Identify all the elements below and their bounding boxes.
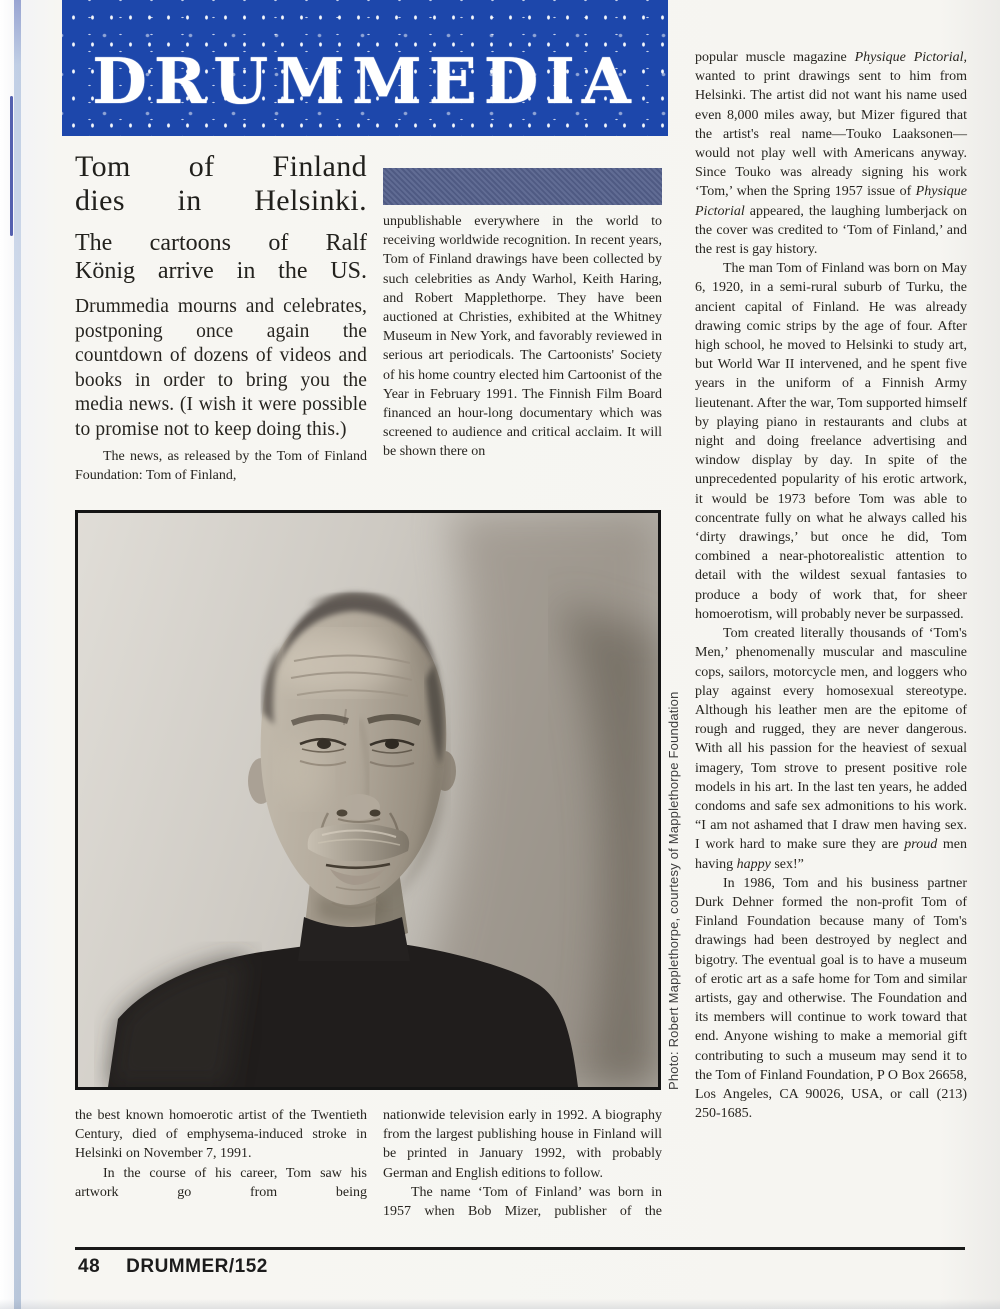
right-paragraph-2: The man Tom of Finland was born on May 6, 1920, in a semi-rural suburb of Turku, the ancient capital of Finland. He was already drawing comic strips by the age of four. After high school, he moved to Helsinki to study art, but World War II intervened, and he spent five years in the uniform of a Finnish Army lieutenant. After the war, Tom supported himself by playing piano in restaurants and clubs at night and doing freelance advertising and window display by day. In spite of the unprecedented popularity of his erotic artwork, it would be 1973 before Tom was able to concentrate fully on what he always called his ‘dirty drawings,’ but once he did, Tom combined a near-photorealistic attention to detail with the wildest sexual fantasies to produce a body of work that, for sheer homoerotism, will probably never be surpassed. (695, 261, 967, 622)
right-p1-italic-a: Physique Pictorial, (854, 50, 968, 65)
left-paragraph-3: In the course of his career, Tom saw his artwork go from being (75, 1165, 367, 1200)
section-divider-bar (383, 168, 662, 205)
headline-line-1: Tom of Finland (75, 150, 367, 183)
right-p3-text-b: men having (695, 837, 967, 872)
left-column-top (75, 150, 367, 485)
right-p3-italic-a: proud (904, 837, 938, 853)
deck-line-1: The cartoons of Ralf (75, 230, 367, 256)
page-spine-edge (14, 0, 21, 1309)
page-bottom-shadow (0, 1299, 1000, 1309)
tom-of-finland-portrait-illustration (78, 513, 658, 1087)
right-paragraph-3 (695, 624, 967, 874)
banner-title: DRUMMEDIA (92, 44, 638, 118)
left-paragraph-1: The news, as released by the Tom of Finland Foundation: Tom of Finland, (75, 449, 367, 484)
deck-line-2: König arrive in the US. (75, 257, 367, 284)
headline-line-2: dies in Helsinki. (75, 184, 367, 217)
right-p3-text-a: Tom created literally thousands of ‘Tom's Men,’ phenomenally muscular and masculine cops, sailors, motorcycle men, and loggers who play against every homosexual stereotype. Although his leather men are the epitome of rough and rugged, they are never dangerous. With all his passion for the heaviest of sexual imagery, Tom strove to present positive role models in his art. In the last ten years, he added condoms and safe sex admonitions to his work. “I am not ashamed that I draw men having sex. I work hard to make sure they are (695, 626, 967, 853)
right-p1-text-a: popular muscle magazine (695, 50, 855, 65)
portrait-photo (75, 510, 661, 1090)
magazine-title: DRUMMER/152 (126, 1256, 268, 1277)
middle-column-top (383, 212, 662, 462)
right-p1-text-c: appeared, the laughing lumberjack on the cover was credited to ‘Tom of Finland,’ and the rest is gay history. (695, 203, 967, 258)
right-p1-italic-b: Physique Pictorial (695, 184, 967, 219)
middle-paragraph-2: nationwide television early in 1992. A biography from the largest publishing house in Finland will be printed in January 1992, with probably German and English editions to follow. (383, 1108, 662, 1181)
right-paragraph-1 (695, 48, 967, 259)
right-p3-italic-b: happy (736, 856, 771, 872)
middle-paragraph-1: unpublishable everywhere in the world to receiving worldwide recognition. In recent years, Tom of Finland drawings have been collected by such celebrities as Andy Warhol, Keith Haring, and Robert Mapplethorpe. They have been auctioned at Christies, exhibited at the Whitney Museum in New York, and favorably reviewed in serious art periodicals. The Cartoonists' Society of his home country elected him Cartoonist of the Year in February 1991. The Finnish Film Board financed an hour-long documentary which was screened to audience and critical acclaim. It will be shown there on (383, 214, 662, 460)
drummedia-banner (62, 0, 668, 136)
right-p3-text-c: sex!” (770, 856, 804, 872)
page-number: 48 (78, 1256, 101, 1277)
footer (78, 1256, 268, 1278)
left-paragraph-2: the best known homoerotic artist of the Twentieth Century, died of emphysema-induced stroke in Helsinki on November 7, 1991. (75, 1108, 367, 1162)
middle-paragraph-3: The name ‘Tom of Finland’ was born in 1957 when Bob Mizer, publisher of the (383, 1184, 662, 1220)
footer-rule (75, 1247, 965, 1250)
intro-paragraph: Drummedia mourns and celebrates, postponing once again the countdown of dozens of videos and books in order to bring you the media news. (I wish it were possible to promise not to keep doing this.) (75, 296, 367, 440)
right-p1-text-b: wanted to print drawings sent to him from Helsinki. The artist did not want his name used even 8,000 miles away, but Mizer figured that the artist's real name—Touko Laaksonen—would not play well with Americans anyway. Since Touko was already signing his work ‘Tom,’ when the Spring 1957 issue of (695, 69, 967, 200)
page-spine-mark (10, 96, 13, 236)
right-column (695, 48, 967, 1123)
photo-credit: Photo: Robert Mapplethorpe, courtesy of Mapplethorpe Foundation (666, 691, 681, 1090)
middle-column-bottom (383, 1106, 662, 1221)
left-column-bottom (75, 1106, 367, 1202)
right-paragraph-4: In 1986, Tom and his business partner Durk Dehner formed the non-profit Tom of Finland Foundation because many of Tom's drawings had been destroyed by neglect and bigotry. The eventual goal is to have a museum of erotic art as a safe home for Tom and similar artists, gay and otherwise. The Foundation and its members will continue to work toward that end. Anyone wishing to make a memorial gift contributing to such a museum may send it to the Tom of Finland Foundation, P O Box 26658, Los Angeles, CA 90026, USA, or call (213) 250-1685. (695, 875, 967, 1122)
